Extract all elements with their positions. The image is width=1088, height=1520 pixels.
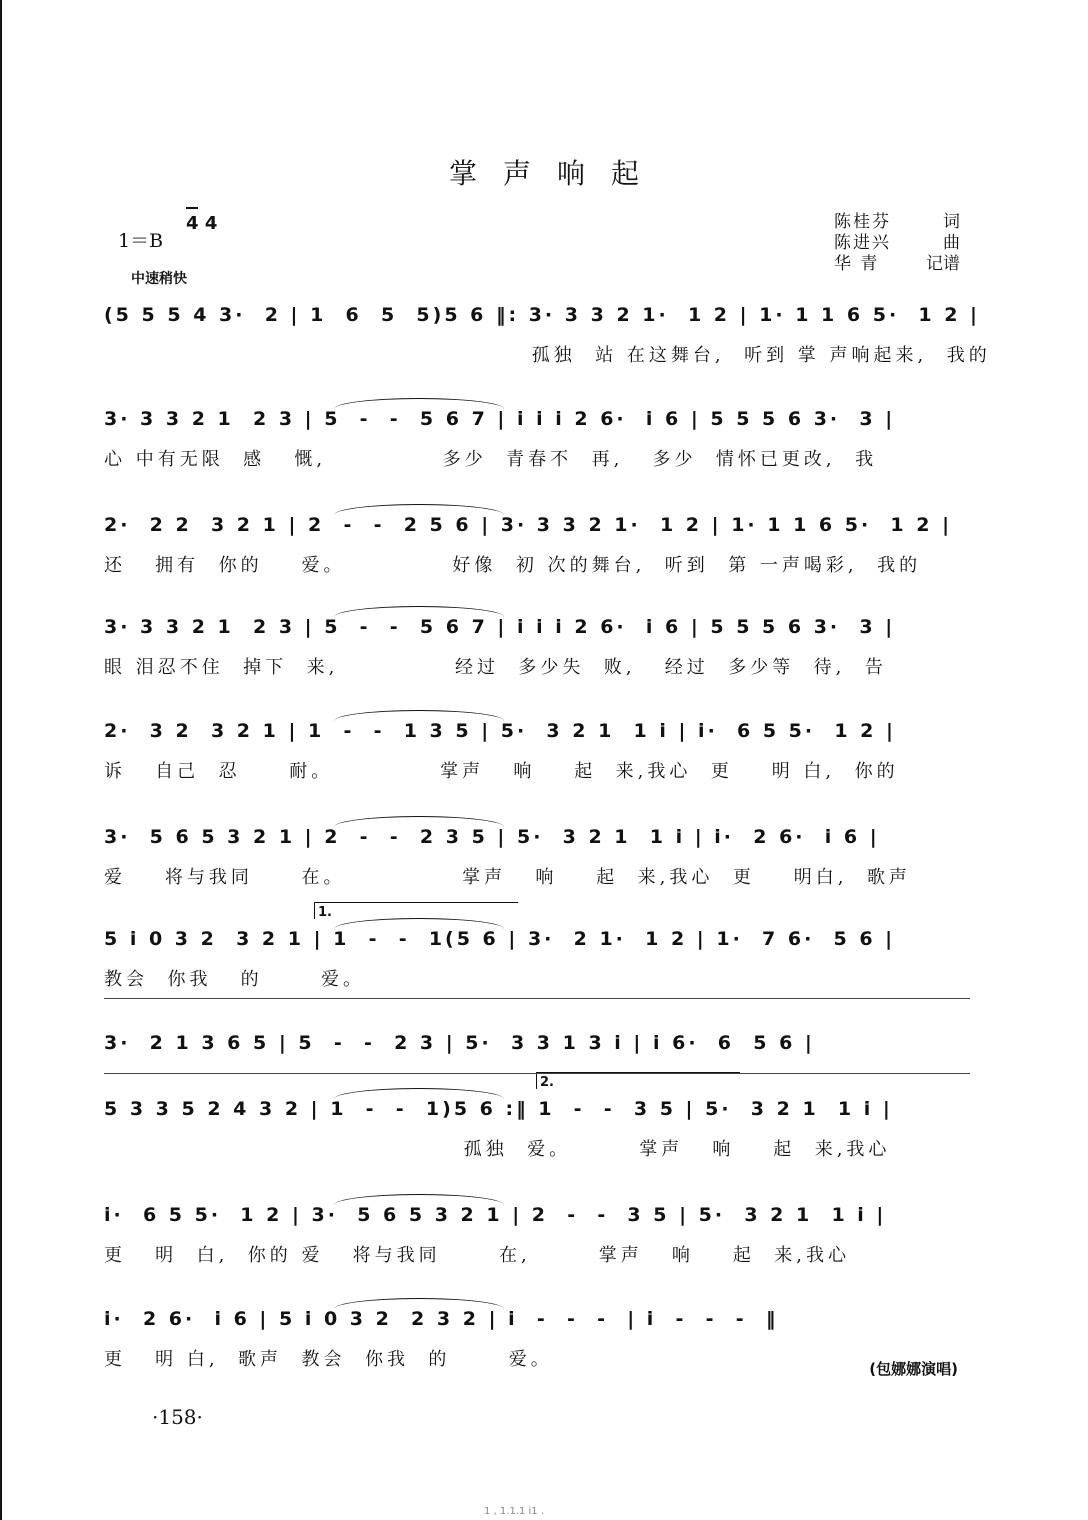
slur-mark [334,606,504,617]
lyric-line: 孤独 站 在这舞台, 听到 掌 声响起来, 我的 [104,345,991,366]
slur-mark [334,1194,504,1205]
notation-line: 5 i 0 3 2 3 2 1 | 1 - - 1(5 6 | 3· 2 1· 1 2 | 1· 7 6· 5 6 | [104,928,896,950]
scan-mark: 1 , 1.1.1 i1 . [484,1506,545,1517]
volta-bracket: 2. [536,1072,740,1089]
notation-line: 2· 2 2 3 2 1 | 2 - - 2 5 6 | 3· 3 3 2 1· 1 2 | 1· 1 1 6 5· 1 2 | [104,514,953,536]
lyric-line: 眼 泪忍不住 掉下 来, 经过 多少失 败, 经过 多少等 待, 告 [104,657,887,678]
lyric-line: 更 明 白, 歌声 教会 你我 的 爱。 [104,1349,553,1370]
slur-mark [334,1298,504,1309]
lyric-line: 孤独 爱。 掌声 响 起 来,我心 [104,1139,891,1160]
singer-credit: (包娜娜演唱) [869,1360,958,1378]
section-rule [104,998,970,999]
lyric-line: 更 明 白, 你的 爱 将与我同 在, 掌声 响 起 来,我心 [104,1245,850,1266]
notation-line: 5 3 3 5 2 4 3 2 | 1 - - 1)5 6 :‖ 1 - - 3 5 | 5· 3 2 1 1 i | [104,1098,893,1120]
lyric-line: 诉 自己 忍 耐。 掌声 响 起 来,我心 更 明 白, 你的 [104,761,899,782]
slur-mark [334,504,504,515]
notation-line: 3· 2 1 3 6 5 | 5 - - 2 3 | 5· 3 3 1 3 i | i 6· 6 5 6 | [104,1032,815,1054]
lyric-line: 爱 将与我同 在。 掌声 响 起 来,我心 更 明白, 歌声 [104,867,911,888]
song-title: 掌声响起 [448,157,665,190]
section-rule [104,1073,970,1074]
slur-mark [334,918,504,929]
page-number: ·158· [152,1405,203,1429]
credit-transcriber: 华 青 记谱 [834,254,960,274]
credits [834,212,960,275]
credit-composer: 陈进兴 曲 [834,233,960,253]
lyric-line: 心 中有无限 感 慨, 多少 青春不 再, 多少 情怀已更改, 我 [104,449,878,470]
time-signature [186,214,217,233]
tempo-marking: 中速稍快 [131,271,187,287]
lyric-line: 教会 你我 的 爱。 [104,969,365,990]
lyric-line: 还 拥有 你的 爱。 好像 初 次的舞台, 听到 第 一声喝彩, 我的 [104,555,922,576]
page-edge-line [0,0,2,1520]
time-signature-top: 4 [186,213,199,234]
notation-line: i· 6 5 5· 1 2 | 3· 5 6 5 3 2 1 | 2 - - 3 5 | 5· 3 2 1 1 i | [104,1204,887,1226]
notation-line: (5 5 5 4 3· 2 | 1 6 5 5)5 6 ‖: 3· 3 3 2 1· 1 2 | 1· 1 1 6 5· 1 2 | [104,304,980,326]
slur-mark [334,710,504,721]
notation-line: 3· 3 3 2 1 2 3 | 5 - - 5 6 7 | i i i 2 6· i 6 | 5 5 5 6 3· 3 | [104,616,896,638]
slur-mark [334,398,504,409]
notation-line: 2· 3 2 3 2 1 | 1 - - 1 3 5 | 5· 3 2 1 1 i | i· 6 5 5· 1 2 | [104,720,896,742]
notation-line: i· 2 6· i 6 | 5 i 0 3 2 2 3 2 | i - - - | i - - - ‖ [104,1308,779,1330]
notation-line: 3· 5 6 5 3 2 1 | 2 - - 2 3 5 | 5· 3 2 1 1 i | i· 2 6· i 6 | [104,826,880,848]
key-signature: 1＝B [118,230,164,252]
volta-bracket: 1. [314,902,518,919]
credit-lyricist: 陈桂芬 词 [834,212,960,232]
notation-line: 3· 3 3 2 1 2 3 | 5 - - 5 6 7 | i i i 2 6· i 6 | 5 5 5 6 3· 3 | [104,408,896,430]
time-signature-bottom: 4 [204,213,218,234]
slur-mark [334,816,504,827]
